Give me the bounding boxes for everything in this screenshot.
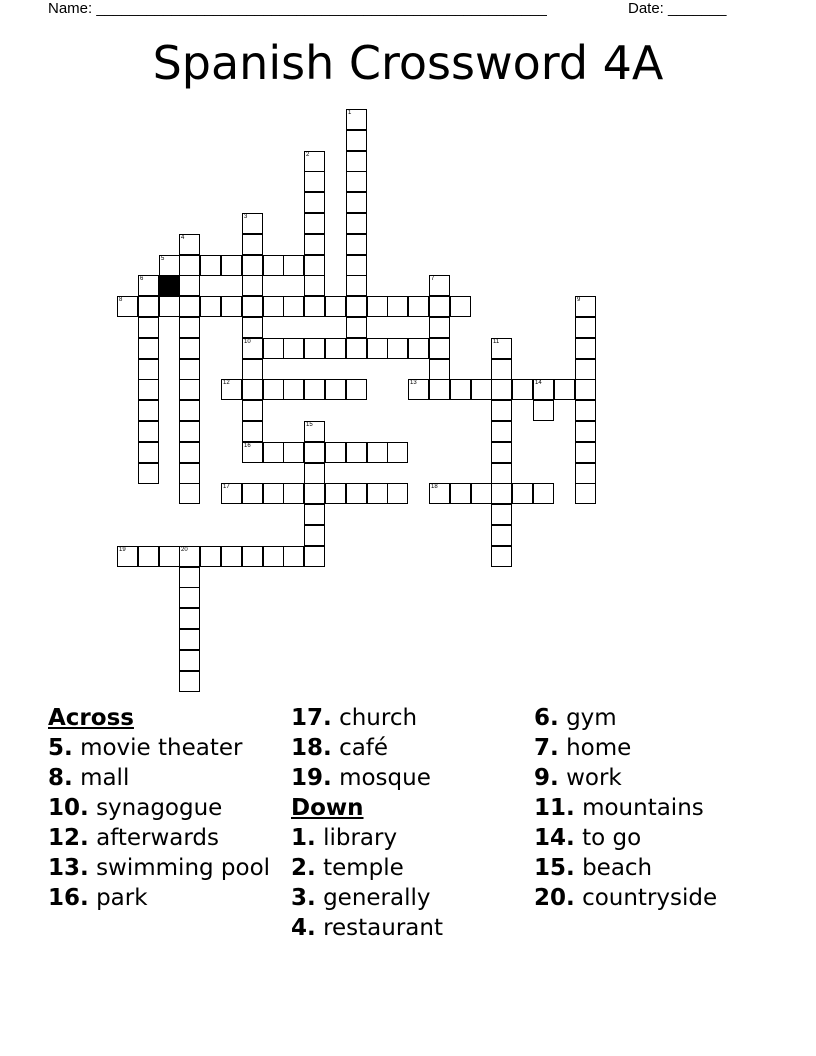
grid-cell[interactable] (346, 483, 367, 504)
grid-cell[interactable] (221, 483, 242, 504)
grid-cell[interactable] (304, 504, 325, 525)
cell-number: 9 (577, 297, 581, 303)
grid-cell[interactable] (491, 338, 512, 359)
grid-cell[interactable] (575, 483, 596, 504)
cell-number: 3 (244, 214, 248, 220)
grid-cell[interactable] (575, 442, 596, 463)
clue-across-10: 10. synagogue (48, 795, 223, 821)
grid-cell[interactable] (179, 421, 200, 442)
grid-cell[interactable] (221, 379, 242, 400)
grid-cell[interactable] (242, 442, 263, 463)
grid-cell[interactable] (221, 546, 242, 567)
grid-cell[interactable] (138, 338, 159, 359)
clue-down-15: 15. beach (534, 855, 653, 881)
grid-cell[interactable] (575, 421, 596, 442)
grid-cell[interactable] (429, 275, 450, 296)
grid-cell[interactable] (346, 255, 367, 276)
grid-cell[interactable] (429, 483, 450, 504)
grid-cell[interactable] (117, 296, 138, 317)
grid-cell[interactable] (179, 608, 200, 629)
cell-number: 16 (244, 443, 251, 449)
cell-number: 1 (348, 110, 352, 116)
grid-cell[interactable] (346, 338, 367, 359)
grid-cell[interactable] (408, 379, 429, 400)
grid-cell[interactable] (179, 400, 200, 421)
grid-cell[interactable] (242, 338, 263, 359)
grid-cell[interactable] (263, 483, 284, 504)
grid-cell[interactable] (346, 296, 367, 317)
across-heading: Across (48, 705, 134, 731)
grid-cell[interactable] (325, 483, 346, 504)
cell-number: 19 (119, 547, 126, 553)
grid-cell[interactable] (283, 546, 304, 567)
clue-across-17: 17. church (291, 705, 418, 731)
grid-cell[interactable] (304, 338, 325, 359)
grid-cell[interactable] (450, 296, 471, 317)
grid-cell[interactable] (304, 421, 325, 442)
grid-cell[interactable] (138, 359, 159, 380)
name-line: Name: ______________________________________________________ (48, 0, 547, 17)
grid-cell[interactable] (346, 213, 367, 234)
grid-cell[interactable] (554, 379, 575, 400)
grid-cell[interactable] (263, 379, 284, 400)
clue-across-5: 5. movie theater (48, 735, 243, 761)
grid-cell[interactable] (408, 296, 429, 317)
grid-cell[interactable] (283, 442, 304, 463)
grid-cell[interactable] (367, 296, 388, 317)
clue-column-3 (534, 703, 794, 913)
grid-cell[interactable] (325, 379, 346, 400)
clue-across-12: 12. afterwards (48, 825, 220, 851)
grid-cell[interactable] (242, 546, 263, 567)
grid-cell[interactable] (491, 463, 512, 484)
grid-cell[interactable] (138, 400, 159, 421)
cell-number: 11 (493, 339, 500, 345)
grid-cell[interactable] (242, 213, 263, 234)
grid-cell[interactable] (179, 234, 200, 255)
grid-cell[interactable] (138, 379, 159, 400)
grid-cell[interactable] (179, 567, 200, 588)
down-heading: Down (291, 795, 364, 821)
cell-number: 20 (181, 547, 188, 553)
grid-cell[interactable] (138, 296, 159, 317)
grid-cell[interactable] (263, 296, 284, 317)
clue-down-11: 11. mountains (534, 795, 704, 821)
clue-down-9: 9. work (534, 765, 622, 791)
clue-down-14: 14. to go (534, 825, 642, 851)
grid-cell[interactable] (179, 338, 200, 359)
clue-down-4: 4. restaurant (291, 915, 443, 941)
grid-cell[interactable] (387, 296, 408, 317)
grid-cell[interactable] (138, 317, 159, 338)
grid-cell[interactable] (263, 338, 284, 359)
grid-cell[interactable] (533, 400, 554, 421)
grid-cell[interactable] (346, 171, 367, 192)
grid-cell[interactable] (346, 109, 367, 130)
grid-cell[interactable] (450, 379, 471, 400)
grid-cell[interactable] (575, 379, 596, 400)
grid-cell[interactable] (159, 255, 180, 276)
grid-cell[interactable] (367, 442, 388, 463)
cell-number: 12 (223, 380, 230, 386)
grid-cell[interactable] (346, 442, 367, 463)
cell-number: 2 (306, 152, 310, 158)
clue-down-20: 20. countryside (534, 885, 718, 911)
grid-cell[interactable] (304, 483, 325, 504)
grid-cell[interactable] (512, 379, 533, 400)
cell-number: 4 (181, 235, 185, 241)
grid-cell[interactable] (138, 463, 159, 484)
grid-cell[interactable] (387, 338, 408, 359)
grid-cell[interactable] (263, 442, 284, 463)
grid-cell[interactable] (304, 192, 325, 213)
cell-number: 8 (119, 297, 123, 303)
grid-cell[interactable] (367, 338, 388, 359)
grid-cell[interactable] (304, 296, 325, 317)
grid-cell[interactable] (179, 463, 200, 484)
grid-cell[interactable] (387, 442, 408, 463)
grid-cell[interactable] (387, 483, 408, 504)
grid-cell[interactable] (179, 296, 200, 317)
grid-cell[interactable] (179, 379, 200, 400)
grid-cell[interactable] (346, 275, 367, 296)
date-line: Date: _______ (628, 0, 727, 17)
grid-cell[interactable] (575, 338, 596, 359)
grid-cell[interactable] (242, 234, 263, 255)
grid-cell[interactable] (491, 421, 512, 442)
page-title: Spanish Crossword 4A (152, 36, 664, 90)
grid-cell[interactable] (491, 442, 512, 463)
grid-cell[interactable] (283, 296, 304, 317)
grid-cell[interactable] (325, 442, 346, 463)
grid-cell[interactable] (429, 359, 450, 380)
grid-cell[interactable] (159, 296, 180, 317)
grid-cell[interactable] (304, 151, 325, 172)
grid-cell[interactable] (450, 483, 471, 504)
grid-cell[interactable] (179, 671, 200, 692)
grid-cell[interactable] (304, 255, 325, 276)
grid-cell[interactable] (346, 130, 367, 151)
grid-cell[interactable] (179, 275, 200, 296)
grid-cell[interactable] (304, 275, 325, 296)
cell-number: 10 (244, 339, 251, 345)
grid-cell[interactable] (179, 359, 200, 380)
grid-cell[interactable] (512, 483, 533, 504)
clue-across-8: 8. mall (48, 765, 130, 791)
grid-cell[interactable] (304, 463, 325, 484)
grid-cell[interactable] (325, 296, 346, 317)
clue-down-6: 6. gym (534, 705, 617, 731)
grid-cell[interactable] (429, 379, 450, 400)
grid-cell[interactable] (533, 379, 554, 400)
grid-cell[interactable] (304, 171, 325, 192)
cell-number: 17 (223, 484, 230, 490)
clue-down-1: 1. library (291, 825, 398, 851)
grid-cell[interactable] (533, 483, 554, 504)
clue-column-1 (48, 703, 278, 913)
clue-across-13: 13. swimming pool (48, 855, 271, 881)
grid-cell[interactable] (367, 483, 388, 504)
grid-cell[interactable] (242, 483, 263, 504)
cell-number: 13 (410, 380, 417, 386)
grid-cell[interactable] (179, 483, 200, 504)
grid-cell[interactable] (200, 255, 221, 276)
clue-down-3: 3. generally (291, 885, 431, 911)
grid-cell[interactable] (138, 546, 159, 567)
grid-cell[interactable] (138, 442, 159, 463)
clue-down-2: 2. temple (291, 855, 404, 881)
grid-cell[interactable] (575, 296, 596, 317)
grid-cell[interactable] (491, 525, 512, 546)
grid-cell[interactable] (429, 296, 450, 317)
grid-cell[interactable] (242, 317, 263, 338)
grid-cell[interactable] (491, 546, 512, 567)
cell-number: 5 (161, 256, 165, 262)
grid-cell[interactable] (179, 587, 200, 608)
grid-cell[interactable] (159, 546, 180, 567)
grid-cell[interactable] (283, 483, 304, 504)
grid-cell[interactable] (575, 317, 596, 338)
header (0, 0, 816, 20)
grid-cell[interactable] (200, 296, 221, 317)
grid-cell[interactable] (429, 317, 450, 338)
grid-cell[interactable] (283, 338, 304, 359)
grid-cell[interactable] (242, 275, 263, 296)
grid-cell[interactable] (179, 546, 200, 567)
grid-cell[interactable] (346, 379, 367, 400)
grid-cell[interactable] (242, 296, 263, 317)
black-square (159, 275, 180, 296)
grid-cell[interactable] (491, 359, 512, 380)
grid-cell[interactable] (283, 379, 304, 400)
grid-cell[interactable] (491, 400, 512, 421)
grid-cell[interactable] (471, 379, 492, 400)
grid-cell[interactable] (242, 421, 263, 442)
grid-cell[interactable] (179, 629, 200, 650)
clue-across-18: 18. café (291, 735, 389, 761)
grid-cell[interactable] (304, 525, 325, 546)
grid-cell[interactable] (575, 463, 596, 484)
grid-cell[interactable] (429, 338, 450, 359)
grid-cell[interactable] (263, 255, 284, 276)
grid-cell[interactable] (304, 234, 325, 255)
grid-cell[interactable] (242, 379, 263, 400)
grid-cell[interactable] (575, 400, 596, 421)
grid-cell[interactable] (346, 151, 367, 172)
grid-cell[interactable] (242, 255, 263, 276)
grid-cell[interactable] (179, 650, 200, 671)
cell-number: 14 (535, 380, 542, 386)
grid-cell[interactable] (491, 504, 512, 525)
grid-cell[interactable] (408, 338, 429, 359)
grid-cell[interactable] (304, 213, 325, 234)
grid-cell[interactable] (179, 317, 200, 338)
grid-cell[interactable] (304, 442, 325, 463)
clue-column-2 (291, 703, 526, 943)
grid-cell[interactable] (304, 379, 325, 400)
cell-number: 18 (431, 484, 438, 490)
grid-cell[interactable] (263, 546, 284, 567)
grid-cell[interactable] (242, 359, 263, 380)
cell-number: 6 (140, 276, 144, 282)
grid-cell[interactable] (491, 483, 512, 504)
clue-across-19: 19. mosque (291, 765, 431, 791)
grid-cell[interactable] (304, 546, 325, 567)
grid-cell[interactable] (138, 421, 159, 442)
grid-cell[interactable] (179, 255, 200, 276)
grid-cell[interactable] (221, 255, 242, 276)
grid-cell[interactable] (117, 546, 138, 567)
grid-cell[interactable] (221, 296, 242, 317)
grid-cell[interactable] (283, 255, 304, 276)
clue-across-16: 16. park (48, 885, 148, 911)
grid-cell[interactable] (491, 379, 512, 400)
grid-cell[interactable] (575, 359, 596, 380)
grid-cell[interactable] (325, 338, 346, 359)
grid-cell[interactable] (346, 192, 367, 213)
cell-number: 7 (431, 276, 435, 282)
grid-cell[interactable] (138, 275, 159, 296)
cell-number: 15 (306, 422, 313, 428)
grid-cell[interactable] (242, 400, 263, 421)
grid-cell[interactable] (200, 546, 221, 567)
clue-down-7: 7. home (534, 735, 632, 761)
grid-cell[interactable] (179, 442, 200, 463)
grid-cell[interactable] (346, 317, 367, 338)
grid-cell[interactable] (471, 483, 492, 504)
grid-cell[interactable] (346, 234, 367, 255)
